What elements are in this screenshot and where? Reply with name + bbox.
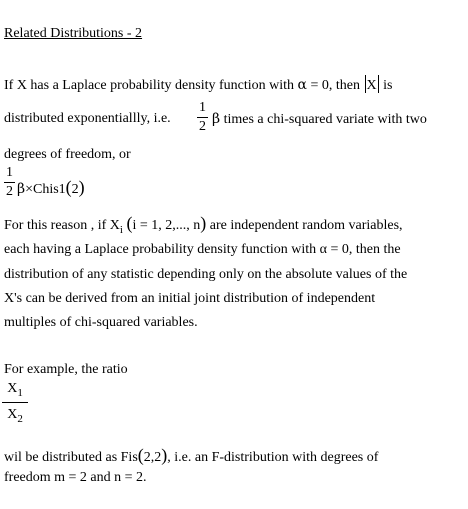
para2-line5: multiples of chi-squared variables. (4, 315, 198, 330)
para2-line1-pre: For this reason , if X (4, 218, 120, 233)
para1-line1 (4, 75, 392, 93)
para3-line2 (4, 446, 378, 465)
ratio-fraction (2, 381, 28, 425)
ratio-den-sub: 2 (17, 413, 23, 425)
subscript-i: i (119, 224, 123, 236)
para1-line2-post: times a chi-squared variate with two (220, 112, 427, 127)
chis1-arg: 2 (71, 182, 79, 197)
paren-open-2: ( (126, 213, 133, 233)
ratio-num-sub: 1 (17, 387, 23, 399)
paren-open-3: ( (137, 445, 144, 465)
para1-line1-pre: If X has a Laplace probability density function with (4, 78, 298, 93)
paren-close-2: ) (200, 213, 207, 233)
abs-bar-left (365, 75, 366, 93)
half-fraction-2 (4, 166, 15, 199)
alpha-symbol: α (297, 77, 307, 93)
para1-line2 (4, 112, 171, 126)
fis-arg: 2,2 (143, 450, 162, 465)
ratio-bar (2, 402, 28, 403)
ratio-denominator (2, 407, 28, 425)
para2-line1-post: are independent random variables, (206, 218, 403, 233)
fraction-bar-2 (4, 182, 15, 183)
beta-symbol: β (212, 111, 221, 127)
para3-line3: freedom m = 2 and n = 2. (4, 470, 147, 485)
para1-line2-rest (212, 112, 427, 127)
page-title: Related Distributions - 2 (4, 26, 143, 41)
para1-line2-pre: distributed exponentiallly, i.e. (4, 111, 171, 126)
para1-line1-eq: = 0, then (307, 78, 364, 93)
chis1-text: ×Chis1 (25, 182, 66, 197)
abs-x: X (366, 78, 377, 93)
fraction-bar (197, 117, 208, 118)
para3-line2-pre: wil be distributed as Fis (4, 450, 138, 465)
para2-line3: distribution of any statistic depending only on the absolute values of the (4, 267, 408, 282)
half-denominator-2: 2 (6, 184, 13, 199)
index-set: i = 1, 2,..., n (132, 218, 201, 233)
para3-line2-post: , i.e. an F-distribution with degrees of (167, 450, 379, 465)
para2-line2: each having a Laplace probability density function with α = 0, then the (4, 242, 401, 257)
beta-symbol-2: β (17, 181, 26, 197)
ratio-den-var: X (7, 407, 18, 422)
ratio-numerator (2, 381, 28, 399)
half-numerator-2: 1 (6, 165, 13, 180)
para2-line4: X's can be derived from an initial joint distribution of independent (4, 291, 376, 306)
half-fraction (197, 101, 208, 134)
ratio-num-var: X (7, 381, 18, 396)
para1-line4 (17, 178, 85, 197)
paren-close: ) (78, 177, 85, 197)
paren-open: ( (65, 177, 72, 197)
para3-line1: For example, the ratio (4, 362, 128, 377)
paren-close-3: ) (161, 445, 168, 465)
half-denominator: 2 (199, 119, 206, 134)
abs-bar-right (378, 75, 379, 93)
half-numerator: 1 (199, 100, 206, 115)
para1-line1-post: is (379, 78, 393, 93)
para1-line3: degrees of freedom, or (4, 147, 131, 162)
para2-line1 (4, 213, 403, 236)
